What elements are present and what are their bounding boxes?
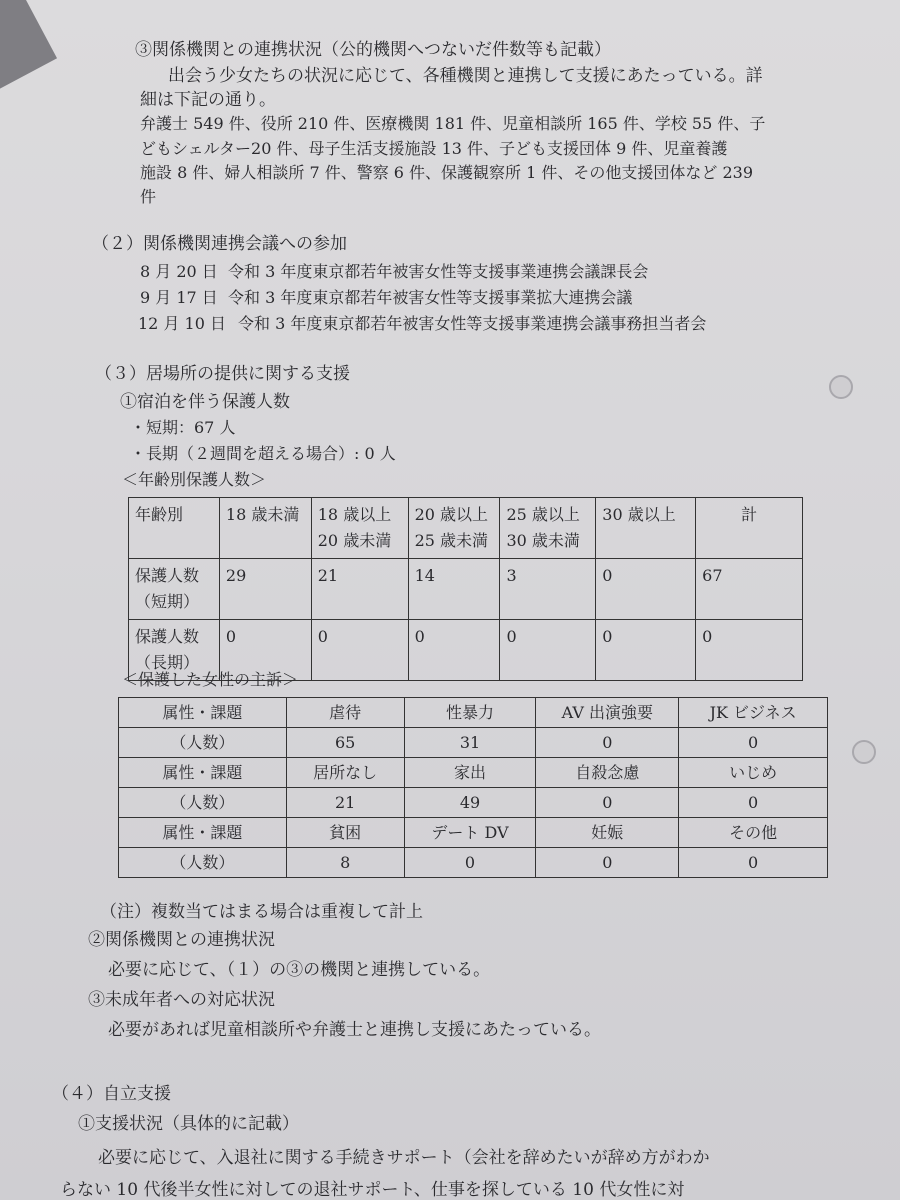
punch-hole (829, 375, 853, 399)
table-cell: 21 (286, 788, 404, 818)
table-cell: その他 (679, 818, 828, 848)
table-cell: 67 (696, 559, 803, 620)
table-cell: 0 (596, 559, 696, 620)
table-cell: いじめ (679, 758, 828, 788)
table-cell: 貧困 (286, 818, 404, 848)
table-cell: 31 (404, 728, 536, 758)
table-cell: 49 (404, 788, 536, 818)
short-term-count: ・短期：67 人 (130, 418, 236, 437)
table-row (119, 698, 828, 728)
complaint-table-caption: ＜保護した女性の主訴＞ (122, 670, 299, 689)
long-term-count: ・長期（２週間を超える場合）: 0 人 (130, 444, 396, 463)
row-label: 保護人数 （短期） (129, 559, 220, 620)
table-cell: 0 (311, 620, 408, 681)
table-header-cell: 計 (696, 498, 803, 559)
paragraph-line: 弁護士 549 件、役所 210 件、医療機関 181 件、児童相談所 165 件、学校 55 件、子 (140, 114, 766, 133)
table-cell: 0 (596, 620, 696, 681)
meeting-name: 令和 3 年度東京都若年被害女性等支援事業連携会議課長会 (228, 262, 649, 281)
section2-heading: （２）関係機関連携会議への参加 (92, 234, 347, 254)
table-header-cell: 30 歳以上 (596, 498, 696, 559)
table-cell: 自殺念慮 (536, 758, 679, 788)
table-header-cell: 20 歳以上 25 歳未満 (408, 498, 500, 559)
table-cell: 21 (311, 559, 408, 620)
table-cell: 0 (679, 848, 828, 878)
meeting-name: 令和 3 年度東京都若年被害女性等支援事業連携会議事務担当者会 (238, 314, 707, 333)
section3-item3-text: 必要があれば児童相談所や弁護士と連携し支援にあたっている。 (108, 1020, 601, 1040)
table-header-cell: 18 歳以上 20 歳未満 (311, 498, 408, 559)
table-cell: 0 (679, 788, 828, 818)
table-cell: 0 (679, 728, 828, 758)
paragraph-line: 施設 8 件、婦人相談所 7 件、警察 6 件、保護観察所 1 件、その他支援団体など 239 (140, 163, 754, 182)
meeting-name: 令和 3 年度東京都若年被害女性等支援事業拡大連携会議 (228, 288, 633, 307)
table-cell: 0 (696, 620, 803, 681)
age-table (128, 497, 803, 681)
table-cell: 0 (536, 788, 679, 818)
table-cell: 0 (536, 728, 679, 758)
table-cell: 性暴力 (404, 698, 536, 728)
table-cell: デート DV (404, 818, 536, 848)
meeting-date: 12 月 10 日 (138, 314, 226, 333)
table-row (119, 728, 828, 758)
table-row (119, 818, 828, 848)
paragraph-line: 細は下記の通り。 (140, 90, 276, 110)
table-cell: 属性・課題 (119, 698, 287, 728)
section3-item1: ①宿泊を伴う保護人数 (120, 392, 290, 412)
table-note: （注）複数当てはまる場合は重複して計上 (100, 902, 423, 922)
section3-item3: ③未成年者への対応状況 (88, 990, 275, 1010)
table-cell: 8 (286, 848, 404, 878)
table-cell: AV 出演強要 (536, 698, 679, 728)
paragraph-line: 出会う少女たちの状況に応じて、各種機関と連携して支援にあたっている。詳 (168, 66, 763, 86)
paragraph-line: らない 10 代後半女性に対しての退社サポート、仕事を探している 10 代女性に対 (60, 1180, 685, 1200)
table-row (119, 758, 828, 788)
table-row (129, 498, 803, 559)
table-cell: （人数） (119, 848, 287, 878)
table-cell: （人数） (119, 788, 287, 818)
table-row (129, 559, 803, 620)
meeting-date: 8 月 20 日 (140, 262, 218, 281)
page-fold-shadow (0, 0, 57, 91)
table-cell: JK ビジネス (679, 698, 828, 728)
table-cell: 妊娠 (536, 818, 679, 848)
age-table-caption: ＜年齢別保護人数＞ (122, 470, 267, 489)
section4-heading: （４）自立支援 (52, 1084, 171, 1104)
paragraph-line: 必要に応じて、入退社に関する手続きサポート（会社を辞めたいが辞め方がわか (98, 1148, 710, 1168)
paragraph-line: どもシェルター20 件、母子生活支援施設 13 件、子ども支援団体 9 件、児童養護 (140, 139, 728, 158)
table-cell: 0 (536, 848, 679, 878)
section4-item1: ①支援状況（具体的に記載） (78, 1114, 299, 1134)
table-header-cell: 18 歳未満 (219, 498, 311, 559)
table-row (119, 848, 828, 878)
table-row (119, 788, 828, 818)
complaint-table (118, 697, 828, 878)
table-cell: 3 (500, 559, 596, 620)
table-cell: 0 (404, 848, 536, 878)
table-cell: 14 (408, 559, 500, 620)
table-header-cell: 25 歳以上 30 歳未満 (500, 498, 596, 559)
section3-item2-text: 必要に応じて、（１）の③の機関と連携している。 (108, 960, 491, 980)
table-cell: 居所なし (286, 758, 404, 788)
table-cell: 虐待 (286, 698, 404, 728)
meeting-date: 9 月 17 日 (140, 288, 218, 307)
punch-hole (852, 740, 876, 764)
table-cell: 29 (219, 559, 311, 620)
section3-heading: （３）居場所の提供に関する支援 (95, 364, 350, 384)
table-cell: 属性・課題 (119, 758, 287, 788)
section1-item3-heading: ③関係機関との連携状況（公的機関へつないだ件数等も記載） (135, 40, 611, 60)
table-cell: 家出 (404, 758, 536, 788)
table-cell: 0 (219, 620, 311, 681)
table-cell: 0 (408, 620, 500, 681)
row-label: 保護人数 （長期） (129, 620, 220, 681)
section3-item2: ②関係機関との連携状況 (88, 930, 275, 950)
table-cell: 65 (286, 728, 404, 758)
table-cell: （人数） (119, 728, 287, 758)
table-header-cell: 年齢別 (129, 498, 220, 559)
table-cell: 属性・課題 (119, 818, 287, 848)
paragraph-line: 件 (140, 187, 157, 206)
table-cell: 0 (500, 620, 596, 681)
